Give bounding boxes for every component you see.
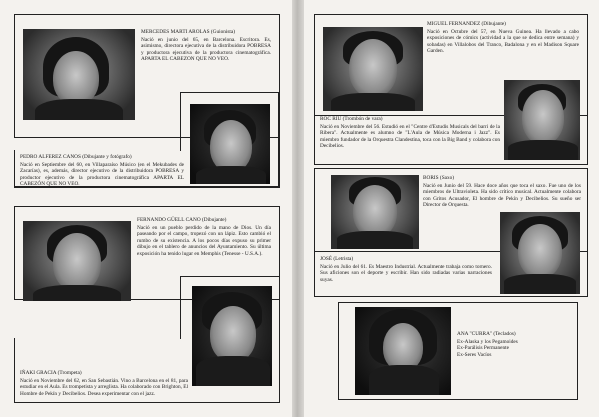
- text-inaki: [20, 370, 188, 397]
- text-roc: [320, 116, 500, 150]
- name-mercedes: MERCEDES MARTI AROLAS (Guionista): [141, 29, 235, 35]
- photo-ana: [355, 307, 451, 395]
- text-miguel: [427, 21, 579, 55]
- photo-roc: [504, 80, 580, 160]
- text-pedro: [20, 154, 184, 188]
- name-ana: ANA "CURRA" (Teclados): [457, 331, 516, 337]
- panel-ana: [338, 302, 578, 400]
- photo-miguel: [323, 27, 423, 111]
- photo-boris: [331, 175, 419, 249]
- ana-line-3: Ex-Seres Vacíos: [457, 351, 492, 358]
- photo-fernando: [23, 221, 131, 301]
- name-fernando: FERNANDO GÜELL CANO (Dibujante): [137, 217, 227, 223]
- bio-miguel: Nació en Octubre del 57, en Nueva Guinea. Ha llevado a cabo exposiciones de cómics (actividad a la que se dedica entre semana) y sobadas) en Villalobos del Tranco, Badalona y en el Madison Square Garden.: [427, 28, 579, 54]
- bio-roc: Nació en Noviembre del 56. Estudió en el "Centre d'Estudis Musicals del barri de la Ribera". Actualmente es alumno de "L'Aula de Música Moderna i Jazz". Es miembro fundador de la Orquestra Clandestina, toca con la Big Band y colabora con Decibelios.: [320, 123, 500, 149]
- photo-jose: [500, 212, 580, 294]
- photo-pedro: [190, 104, 270, 184]
- name-inaki: IÑAKI GRACIA (Trompeta): [20, 370, 82, 376]
- bio-jose: Nació en Julio del 61. Es Maestro Industrial. Actualmente trabaja como tornero. Sus aficiones son el deporte y escribir. Han sido radiadas varias narraciones suyas.: [320, 263, 492, 283]
- photo-inaki: [192, 286, 272, 386]
- bio-mercedes: Nació en junio del 65, en Barcelona. Escritora. Es, asimismo, directora ejecutiva de la distribuidora POBRESA y productora ejecutiva de la productora cinematográfica. APARTA EL CABEZON QUE NO VEO.: [141, 36, 271, 62]
- text-mercedes: [141, 29, 271, 63]
- left-page: [0, 0, 292, 417]
- right-page: [304, 0, 599, 417]
- ana-line-1: Ex-Alaska y los Pegamoides: [457, 338, 518, 345]
- book-gutter: [292, 0, 304, 417]
- bio-inaki: Nació en Noviembre del 62, en San Sebastián. Vino a Barcelona en el 81, para estudiar en el Aula. Es trompetista y arreglista. Ha colaborado con Brighton, El Hombre de Pekín y Decibelios. Desea experimentar con el jazz.: [20, 377, 188, 397]
- bio-pedro: Nació en Septiembre del 60, en Villaparaíso Músico (en el Mekubades de Zacarías), es, además, director ejecutivo de la distribuidora POBRESA y productor ejecutivo de la productora cinematográfica APARTA EL CABEZÓN QUE NO VEO.: [20, 161, 184, 187]
- text-fernando: [137, 217, 271, 257]
- bio-fernando: Nació en un pueblo perdido de la mano de Dios. Un día paseando por el campo, tropezó con un lápiz. Esto cambió el rumbo de su existencia. A los pocos días expuso su primer dibujo en el tablero de anuncios del Ayuntamiento. Su última exposición ha tenido lugar en Memphis (Tenesse - U.S.A.).: [137, 224, 271, 257]
- text-jose: [320, 256, 492, 283]
- name-roc: ROC RIU (Trombón de vara): [320, 116, 383, 122]
- ana-line-2: Ex-Parálisis Permanente: [457, 345, 509, 351]
- name-boris: BORIS (Saxo): [423, 175, 455, 181]
- text-ana: [457, 331, 569, 358]
- text-boris: [423, 175, 581, 209]
- name-pedro: PEDRO ALFEREZ CANOS (Dibujante y fotógrafo): [20, 154, 132, 160]
- name-jose: JOSÉ (Letrista): [320, 256, 354, 262]
- bio-boris: Nació en Junio del 59. Hace doce años que toca el saxo. Fue uno de los miembros de Ultravioleta. Ha sido crítico musical. Actualmente colabora con Gritos Acusador, El hombre de Pekín y Decibelios. Su sueño ser Director de Orquesta.: [423, 182, 581, 208]
- name-miguel: MIGUEL FERNANDEZ (Dibujante): [427, 21, 506, 27]
